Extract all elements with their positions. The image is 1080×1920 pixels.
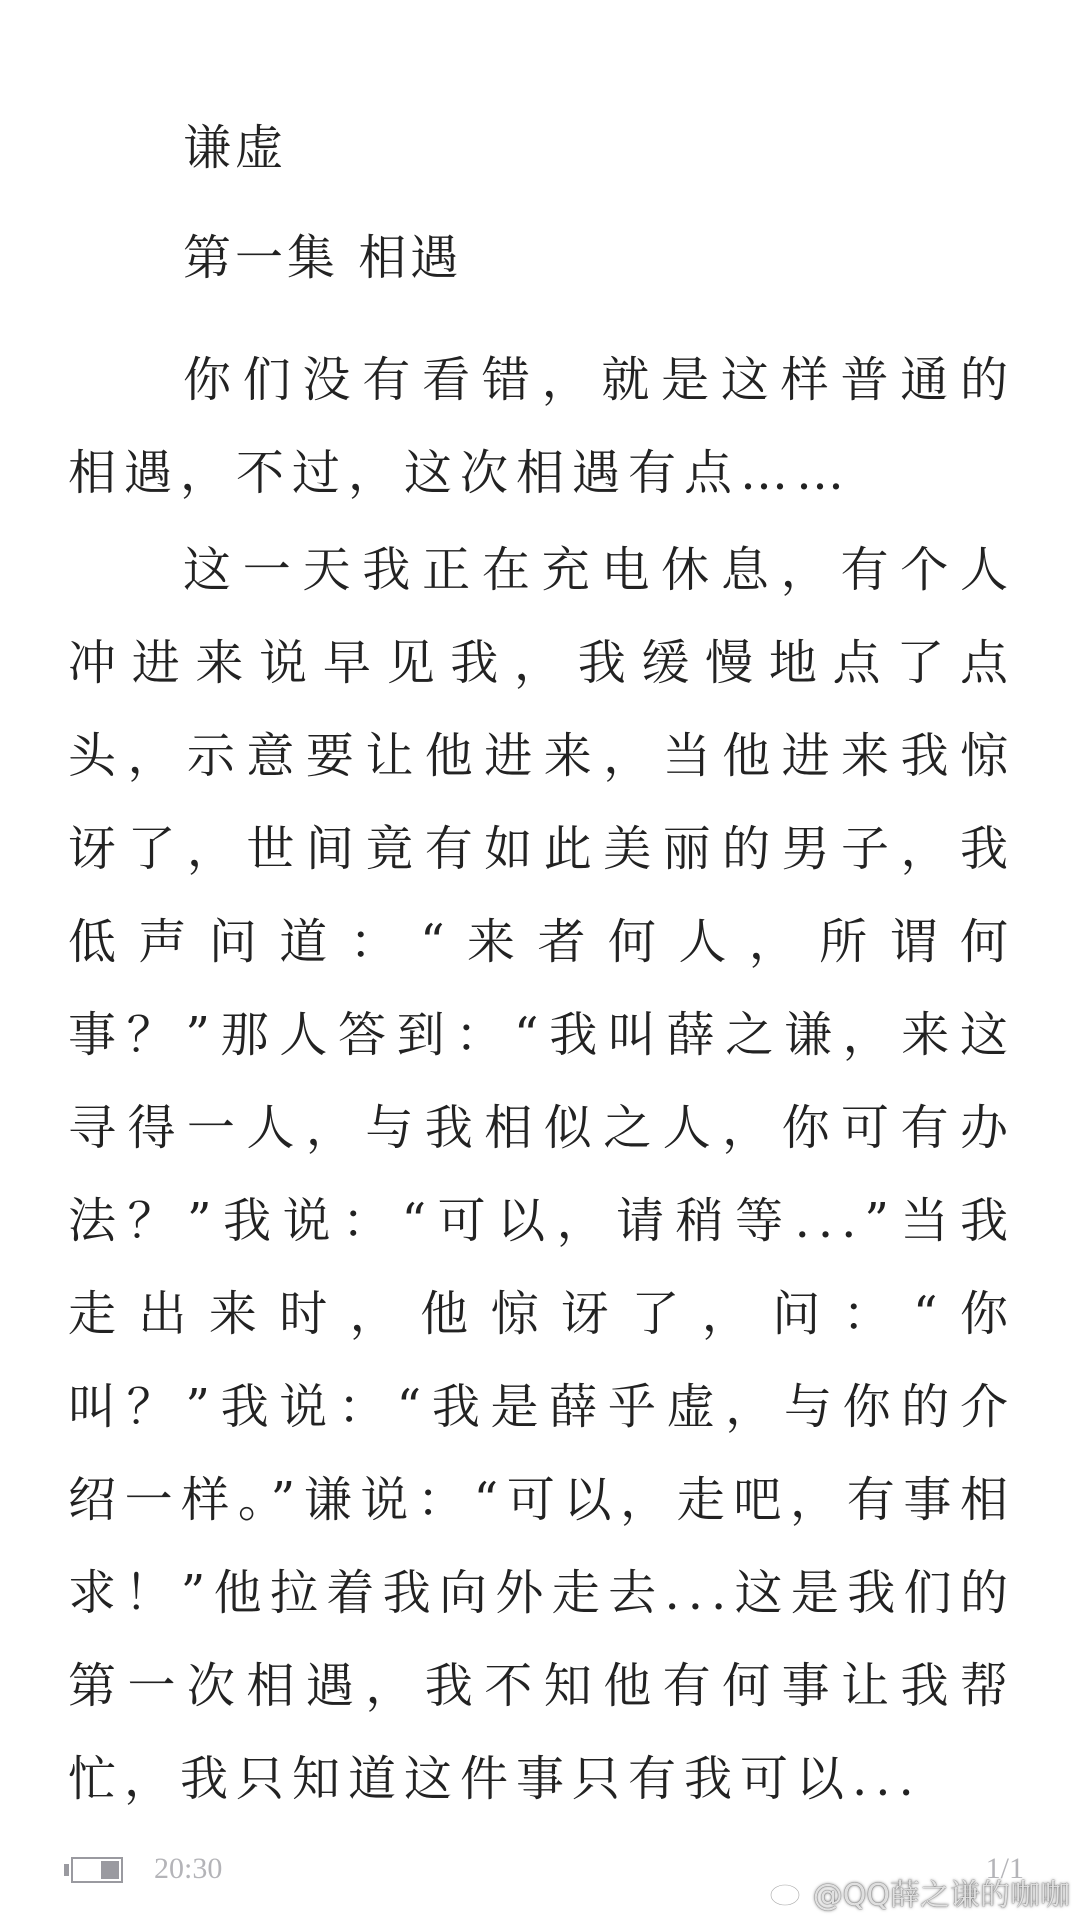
watermark-text: @QQ薛之谦的咖咖 [812, 1878, 1070, 1913]
battery-body [71, 1857, 123, 1883]
battery-tip [64, 1864, 69, 1876]
battery-level-fill [101, 1861, 119, 1879]
battery-icon [64, 1856, 126, 1884]
article-title: 谦虚 [183, 120, 288, 176]
weibo-icon [769, 1877, 807, 1907]
paragraph: 这一天我正在充电休息，有个人冲进来说早见我，我缓慢地点了点头，示意要让他进来，当他进来我惊讶了，世间竟有如此美丽的男子，我低声问道：“来者何人，所谓何事？”那人答到：“我叫薛之谦，来这寻得一人，与我相似之人，你可有办法？”我说：“可以，请稍等...”当我走出来时，他惊讶了，问：“你叫？”我说：“我是薛乎虚，与你的介绍一样。”谦说：“可以，走吧，有事相求！”他拉着我向外走去...这是我们的第一次相遇，我不知他有何事让我帮忙，我只知道这件事只有我可以... [68, 542, 1016, 1807]
paragraph: 你们没有看错，就是这样普通的相遇，不过，这次相遇有点…… [68, 352, 1016, 501]
watermark [769, 1870, 1070, 1914]
page-indicator: 1/1 [985, 1852, 1024, 1885]
chapter-heading: 第一集 相遇 [183, 230, 463, 286]
article-content [68, 118, 1016, 1826]
clock-time: 20:30 [154, 1852, 223, 1885]
